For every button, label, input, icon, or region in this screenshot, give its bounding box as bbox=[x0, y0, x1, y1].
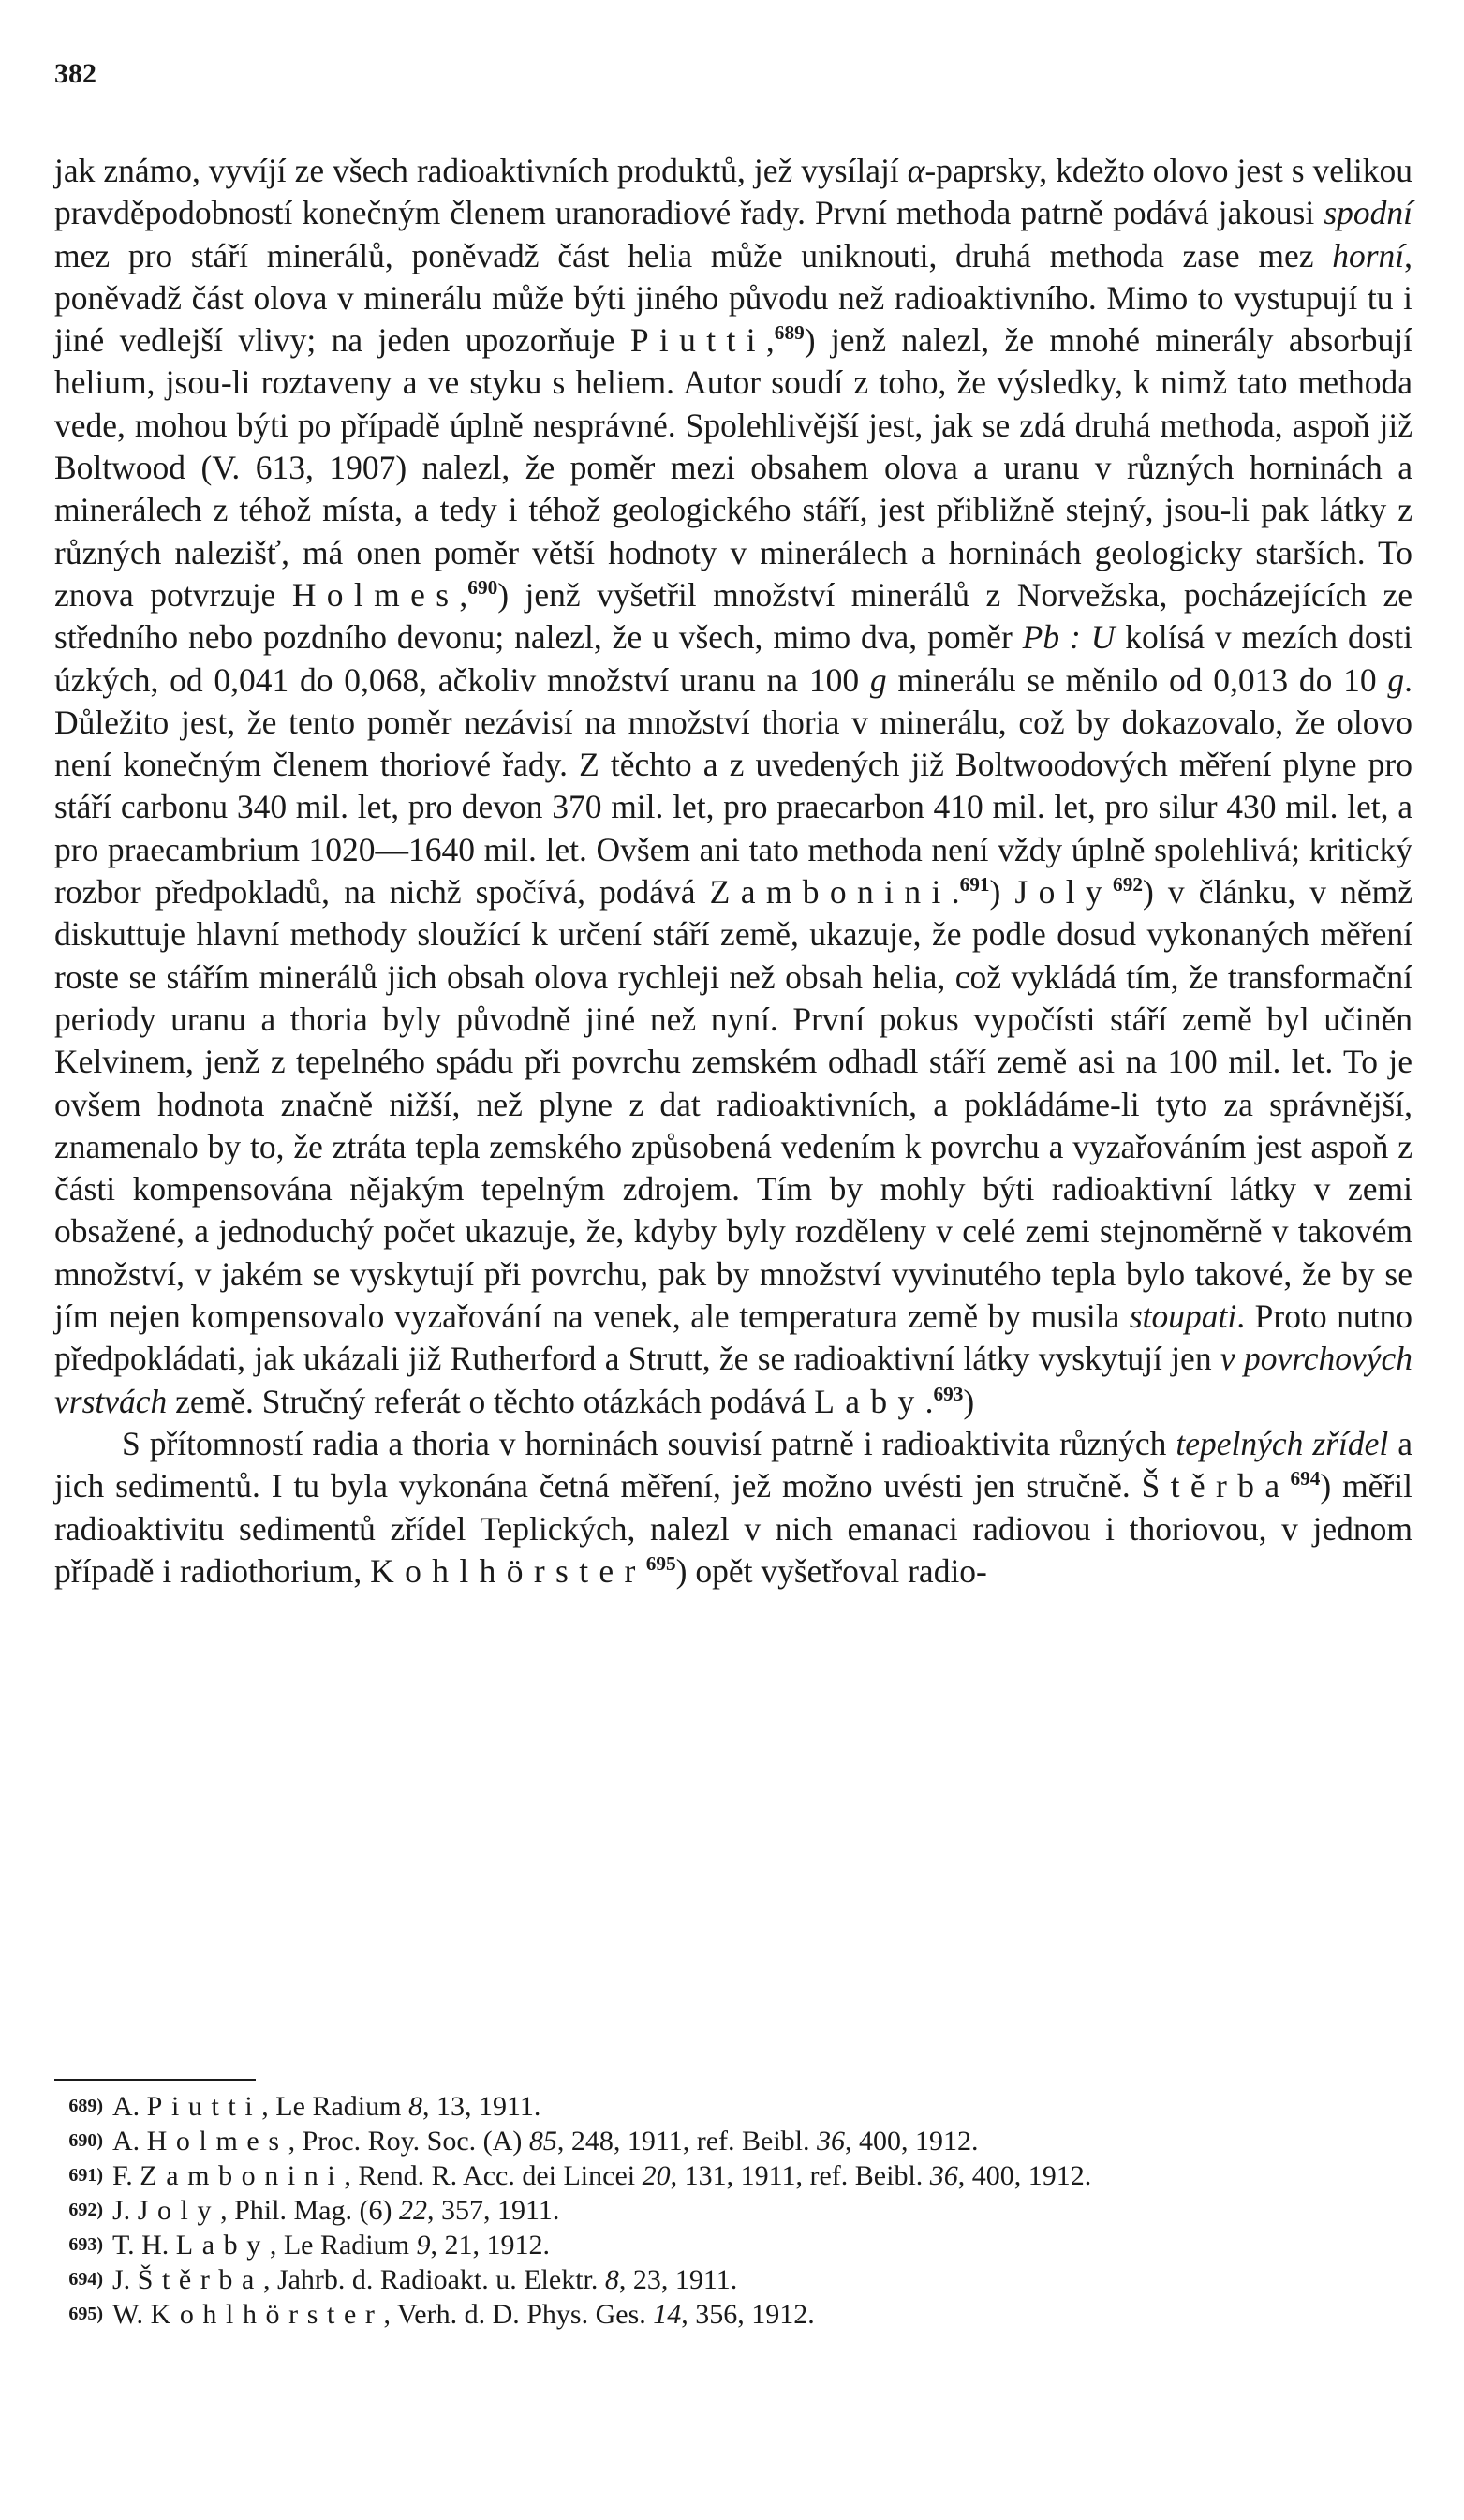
paragraph bbox=[54, 1423, 1412, 1593]
author-name: Holmes bbox=[291, 575, 460, 614]
text-run: 9 bbox=[416, 2230, 431, 2261]
text-run: ) opět vyšetřoval radio- bbox=[675, 1551, 987, 1590]
footnote-ref: 691 bbox=[959, 872, 990, 896]
text-run: a jich sedimentů. I tu byla vykonána četná měření, jež možno uvésti jen stručně. bbox=[54, 1424, 1412, 1505]
footnote-text bbox=[112, 2299, 815, 2330]
author-name: Laby bbox=[175, 2230, 270, 2261]
text-run: , poněvadž část olova v minerálu může býti jiného původu než radioaktivního. Mimo to vystupují tu i jiné vedlejší vlivy; na jeden upozorňuje bbox=[54, 236, 1412, 360]
text-run: S přítomností radia a thoria v horninách souvisí patrně i radioaktivita různých bbox=[122, 1424, 1176, 1462]
text-run: horní bbox=[1332, 236, 1405, 274]
footnote-number: 695) bbox=[68, 2304, 103, 2324]
text-run: g bbox=[869, 660, 887, 699]
text-run: . bbox=[951, 873, 960, 912]
author-name: Štěrba bbox=[1141, 1467, 1291, 1505]
footnote-item bbox=[54, 2297, 1412, 2332]
text-run: . bbox=[924, 1382, 934, 1420]
footnote-item bbox=[54, 2228, 1412, 2262]
footnote-number: 690) bbox=[68, 2130, 103, 2151]
text-run: α bbox=[907, 152, 925, 189]
author-name: Kohlhörster bbox=[370, 1551, 646, 1590]
text-run: , 248, 1911, ref. Beibl. bbox=[556, 2126, 817, 2157]
text-run: kolísá v mezích dosti úzkých, od 0,041 do 0,068, ačkoliv množství uranu na 100 bbox=[54, 618, 1412, 699]
text-run: 20 bbox=[642, 2160, 671, 2191]
author-name: Laby bbox=[814, 1382, 925, 1420]
text-run: , Jahrb. d. Radioakt. u. Elektr. bbox=[262, 2264, 605, 2295]
text-run: , 21, 1912. bbox=[430, 2230, 550, 2261]
footnote-number: 693) bbox=[68, 2234, 103, 2255]
text-run: 36 bbox=[817, 2126, 845, 2157]
text-run: , 400, 1912. bbox=[845, 2126, 979, 2157]
text-run: jak známo, vyvíjí ze všech radioaktivních produktů, jež vysílají bbox=[54, 152, 908, 189]
author-name: Piutti bbox=[146, 2091, 262, 2122]
text-run: ) měřil radioaktivitu sedimentů zřídel Teplických, nalezl v nich emanaci radiovou i thoriovou, v jednom případě i radiothorium, bbox=[54, 1467, 1412, 1590]
footnote-item bbox=[54, 2158, 1412, 2193]
author-name: Štěrba bbox=[137, 2264, 263, 2295]
text-run: , bbox=[459, 575, 468, 614]
body-text bbox=[54, 150, 1412, 1593]
text-run: minerálu se měnilo od 0,013 do 10 bbox=[886, 660, 1388, 699]
footnote-item bbox=[54, 2089, 1412, 2124]
author-name: Piutti bbox=[629, 321, 766, 360]
footnote-item bbox=[54, 2193, 1412, 2228]
text-run: , Le Radium bbox=[269, 2230, 417, 2261]
text-run: 85 bbox=[528, 2126, 557, 2157]
footnote-ref: 693 bbox=[933, 1382, 964, 1405]
text-run: J. bbox=[112, 2195, 138, 2226]
footnote-item bbox=[54, 2124, 1412, 2158]
text-run: stoupati bbox=[1129, 1297, 1237, 1336]
text-run: -paprsky, kdežto olovo jest s velikou pravděpodobností konečným členem uranoradiové řady. První methoda patrně podává jakousi bbox=[54, 152, 1412, 232]
footnote-ref: 692 bbox=[1113, 872, 1143, 896]
footnote-text bbox=[112, 2091, 540, 2122]
text-run: země. Stručný referát o těchto otázkách podává bbox=[167, 1382, 815, 1420]
footnote-ref: 690 bbox=[467, 575, 498, 599]
author-name: Joly bbox=[137, 2195, 221, 2226]
text-run: , 356, 1912. bbox=[681, 2299, 815, 2330]
text-run: , Phil. Mag. (6) bbox=[220, 2195, 399, 2226]
footnote-text bbox=[112, 2264, 737, 2295]
text-run: ) jenž vyšetřil množství minerálů z Norvežska, pocházejících ze středního nebo pozdního devonu; nalezl, že u všech, mimo dva, poměr bbox=[54, 575, 1412, 657]
footnote-text bbox=[112, 2160, 1091, 2191]
text-run: W. bbox=[112, 2299, 151, 2330]
author-name: Zambonini bbox=[140, 2160, 345, 2191]
text-run: , 131, 1911, ref. Beibl. bbox=[670, 2160, 930, 2191]
author-name: Kohlhörster bbox=[150, 2299, 384, 2330]
text-run: , Proc. Roy. Soc. (A) bbox=[288, 2126, 529, 2157]
text-run: 8 bbox=[604, 2264, 619, 2295]
text-run: A. bbox=[112, 2091, 147, 2122]
text-run: spodní bbox=[1324, 194, 1412, 232]
text-run: 36 bbox=[929, 2160, 958, 2191]
text-run: Pb : U bbox=[1022, 618, 1116, 657]
text-run: , 13, 1911. bbox=[421, 2091, 541, 2122]
text-run: v povrchových vrstvách bbox=[54, 1340, 1412, 1420]
author-name: Holmes bbox=[146, 2126, 288, 2157]
footnote-ref: 695 bbox=[645, 1551, 676, 1575]
footnote-text bbox=[112, 2195, 559, 2226]
text-run: . Proto nutno předpokládati, jak ukázali již Rutherford a Strutt, že se radioaktivní látky vyskytují jen bbox=[54, 1297, 1412, 1378]
text-run: , Le Radium bbox=[261, 2091, 408, 2122]
footnote-number: 692) bbox=[68, 2200, 103, 2220]
text-run: . Důležito jest, že tento poměr nezávisí na množství thoria v minerálu, což by dokazovalo, že olovo není konečným členem thoriové řady. Z těchto a z uvedených již Boltwoodových měření plyne pro stáří carbonu 340 mil. let, pro devon 370 mil. let, pro praecarbon 410 mil. let, pro silur 430 mil. let, a pro praecambrium 1020—1640 mil. let. Ovšem ani tato methoda není vždy úplně spolehlivá; kritický rozbor předpokladů, na nichž spočívá, podává bbox=[54, 660, 1413, 912]
text-run: 8 bbox=[407, 2091, 422, 2122]
text-run: , Verh. d. D. Phys. Ges. bbox=[383, 2299, 654, 2330]
text-run: 22 bbox=[398, 2195, 427, 2226]
text-run: , 357, 1911. bbox=[426, 2195, 560, 2226]
footnote-number: 689) bbox=[68, 2096, 103, 2116]
footnote-text bbox=[112, 2230, 550, 2261]
footnote-item bbox=[54, 2262, 1412, 2297]
author-name: Zambonini bbox=[709, 873, 952, 912]
text-run: g bbox=[1387, 660, 1405, 699]
text-run: , bbox=[765, 321, 775, 360]
text-run: , Rend. R. Acc. dei Lincei bbox=[344, 2160, 643, 2191]
text-run: ) jenž nalezl, že mnohé minerály absorbují helium, jsou-li roztaveny a ve styku s heliem. Autor soudí z toho, že výsledky, k nimž tato methoda vede, mohou býti po případě úplně nesprávné. Spolehlivější jest, jak se zdá druhá methoda, aspoň již Boltwood (V. 613, 1907) nalezl, že poměr mezi obsahem olova a uranu v různých horninách a minerálech z téhož místa, a tedy i téhož geologického stáří, jest přibližně stejný, jsou-li pak látky z různých nalezišť, má onen poměr větší hodnoty v minerálech a horninách geologicky starších. To znova potvrzuje bbox=[54, 321, 1412, 614]
text-run: ) bbox=[963, 1382, 975, 1420]
text-run: A. bbox=[112, 2126, 147, 2157]
text-run: 14 bbox=[653, 2299, 682, 2330]
text-run: , 23, 1911. bbox=[618, 2264, 738, 2295]
text-run: mez pro stáří minerálů, poněvadž část helia může uniknouti, druhá methoda zase mez bbox=[54, 236, 1333, 274]
footnote-ref: 689 bbox=[774, 320, 805, 344]
footnote-ref: 694 bbox=[1290, 1467, 1321, 1490]
text-run: F. bbox=[112, 2160, 140, 2191]
author-name: Joly bbox=[1014, 873, 1114, 912]
text-run: tepelných zřídel bbox=[1176, 1424, 1389, 1462]
text-run: J. bbox=[112, 2264, 138, 2295]
text-run: ) bbox=[989, 873, 1015, 912]
page-number: 382 bbox=[54, 58, 96, 89]
footnote-text bbox=[112, 2126, 979, 2157]
footnote-number: 694) bbox=[68, 2269, 103, 2290]
text-run: ) v článku, v němž diskuttuje hlavní methody sloužící k určení stáří země, ukazuje, že podle dosud vykonaných měření roste se stářím minerálů jich obsah olova rychleji než obsah helia, což vykládá tím, že transformační periody uranu a thoria byly původně jiné než nyní. První pokus vypočísti stáří země byl učiněn Kelvinem, jenž z tepelného spádu při povrchu zemském odhadl stáří země asi na 100 mil. let. To je ovšem hodnota značně nižší, než plyne z dat radioaktivních, a pokládáme-li tyto za správnější, znamenalo by to, že ztráta tepla zemského způsobená vedením k povrchu a vyzařováním jest aspoň z části kompensována nějakým tepelným zdrojem. Tím by mohly býti radioaktivní látky v zemi obsažené, a jednoduchý počet ukazuje, že, kdyby byly rozděleny v celé zemi stejnoměrně v takovém množství, v jakém se vyskytují při povrchu, pak by množství vyvinutého tepla bylo takové, že by se jím nejen kompensovalo vyzařování na venek, ale temperatura země by musila bbox=[54, 873, 1413, 1336]
footnote-number: 691) bbox=[68, 2165, 103, 2186]
footnotes bbox=[54, 2089, 1412, 2332]
text-run: T. H. bbox=[112, 2230, 176, 2261]
text-run: , 400, 1912. bbox=[957, 2160, 1092, 2191]
paragraph bbox=[54, 150, 1412, 1423]
footnote-divider bbox=[54, 2079, 256, 2081]
